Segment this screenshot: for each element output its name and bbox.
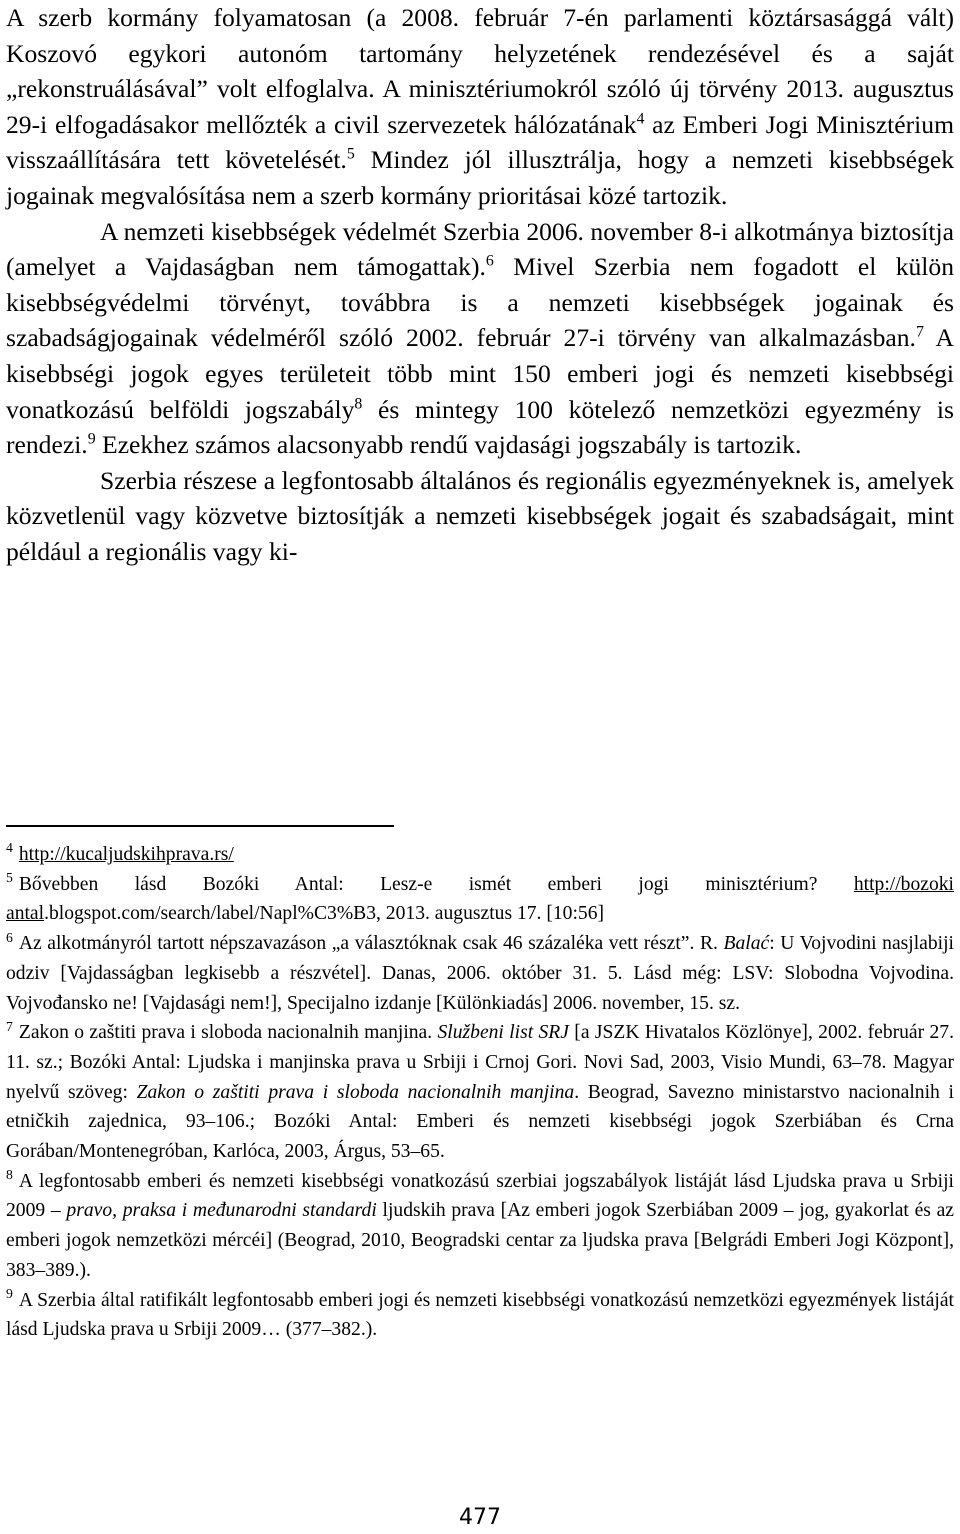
- footnote-ref-7[interactable]: 7: [915, 323, 924, 341]
- footnote-ref-6[interactable]: 6: [485, 252, 494, 270]
- footnote-link[interactable]: http://kucaljudskihprava.rs/: [18, 844, 234, 865]
- footnote-number: 4: [6, 840, 13, 856]
- paragraph-3: Szerbia részese a legfontosabb általános és regionális egyezményeknek is, amelyek közvetlenül vagy közvetve biztosítják a nemzeti kisebbségek jogait és szabadságait, mint például a regionális vagy ki-: [6, 465, 954, 566]
- footnote-number: 9: [6, 1286, 13, 1302]
- footnote-link[interactable]: http://bozoki antal: [6, 873, 954, 925]
- paragraph-2: A nemzeti kisebbségek védelmét Szerbia 2006. november 8-i alkotmánya biztosítja (amelyet a Vajdaságban nem támogattak).$^6$ Mivel Szerbia nem fogadott el külön kisebbségvédelmi törvényt, továbbra is a nemzeti kisebbségek jogainak és szabadságjogainak védelméről szóló 2002. február 27-i törvény van alkalmazásban.$^7$ A kisebbségi jogok egyes területeit több mint 150 emberi jogi és nemzeti kisebbségi vonatkozású belföldi jogszabály$^8$ és mintegy 100 kötelező nemzetközi egyezmény is rendezi.$^9$ Ezekhez számos alacsonyabb rendű vajdasági jogszabály is tartozik.: [6, 216, 954, 460]
- footnote-5: $^5$ Bővebben lásd Bozóki Antal: Lesz-e ismét emberi jogi minisztérium? http://bozoki antal.blogspot.com/search/label/Napl%C3%B3, 2013. augusztus 17. [10:56]: [6, 870, 954, 925]
- main-text: [6, 0, 954, 570]
- footnote-number: 5: [6, 870, 13, 886]
- footnote-8: $^8$ A legfontosabb emberi és nemzeti kisebbségi vonatkozású szerbiai jogszabályok listáját lásd Ljudska prava u Srbiji 2009 – pravo, praksa i međunarodni standardi ljudskih prava [Az emberi jogok Szerbiában 2009 – jog, gyakorlat és az emberi jogok nemzetközi mércéi] (Beograd, 2010, Beogradski centar za ljudska prava [Belgrádi Emberi Jogi Központ], 383–389.).: [6, 1167, 955, 1281]
- footnote-4: [6, 840, 954, 870]
- footnote-number: 6: [6, 929, 13, 945]
- paragraph-1: A szerb kormány folyamatosan (a 2008. február 7-én parlamenti köztársasággá vált) Koszovó egykori autonóm tartomány helyzetének rendezésével és a saját „rekonstruálásával” volt elfoglalva. A minisztériumokról szóló új törvény 2013. augusztus 29-i elfogadásakor mellőzték a civil szervezetek hálózatának$^4$ az Emberi Jogi Minisztérium visszaállítására tett követelését.$^5$ Mindez jól illusztrálja, hogy a nemzeti kisebbségek jogainak megvalósítása nem a szerb kormány prioritásai közé tartozik.: [6, 3, 954, 210]
- footnotes: [6, 840, 954, 1345]
- document-page: [6, 0, 954, 570]
- footnote-ref-5[interactable]: 5: [346, 145, 355, 163]
- footnote-ref-4[interactable]: 4: [636, 110, 645, 128]
- footnote-separator: [6, 825, 394, 827]
- footnote-ref-9[interactable]: 9: [87, 430, 96, 448]
- footnote-6: $^6$ Az alkotmányról tartott népszavazáson „a választóknak csak 46 százaléka vett részt”. R. Balać: U Vojvodini nasjlabiji odziv [Vajdasságban legkisebb a részvétel]. Danas, 2006. október 31. 5. Lásd még: LSV: Slobodna Vojvodina. Vojvođansko ne! [Vajdasági nem!], Specijalno izdanje [Különkiadás] 2006. november, 15. sz.: [6, 929, 954, 1014]
- footnote-7: $^7$ Zakon o zaštiti prava i sloboda nacionalnih manjina. Službeni list SRJ [a JSZK Hivatalos Közlönye], 2002. február 27. 11. sz.; Bozóki Antal: Ljudska i manjinska prava u Srbiji i Crnoj Gori. Novi Sad, 2003, Visio Mundi, 63–78. Magyar nyelvű szöveg: Zakon o zaštiti prava i sloboda nacionalnih manjina. Beograd, Savezno ministarstvo nacionalnih i etničkih zajednica, 93–106.; Bozóki Antal: Emberi és nemzeti kisebbségi jogok Szerbiában és Crna Gorában/Montenegróban, Karlóca, 2003, Árgus, 53–65.: [6, 1018, 954, 1163]
- footnote-number: 7: [6, 1018, 13, 1034]
- footnote-number: 8: [6, 1167, 13, 1183]
- footnote-ref-8[interactable]: 8: [354, 395, 363, 412]
- footnote-9: $^9$ A Szerbia által ratifikált legfontosabb emberi jogi és nemzeti kisebbségi vonatkozású nemzetközi egyezmények listáját lásd Ljudska prava u Srbiji 2009… (377–382.).: [6, 1286, 954, 1341]
- page-number: 477: [459, 1505, 501, 1530]
